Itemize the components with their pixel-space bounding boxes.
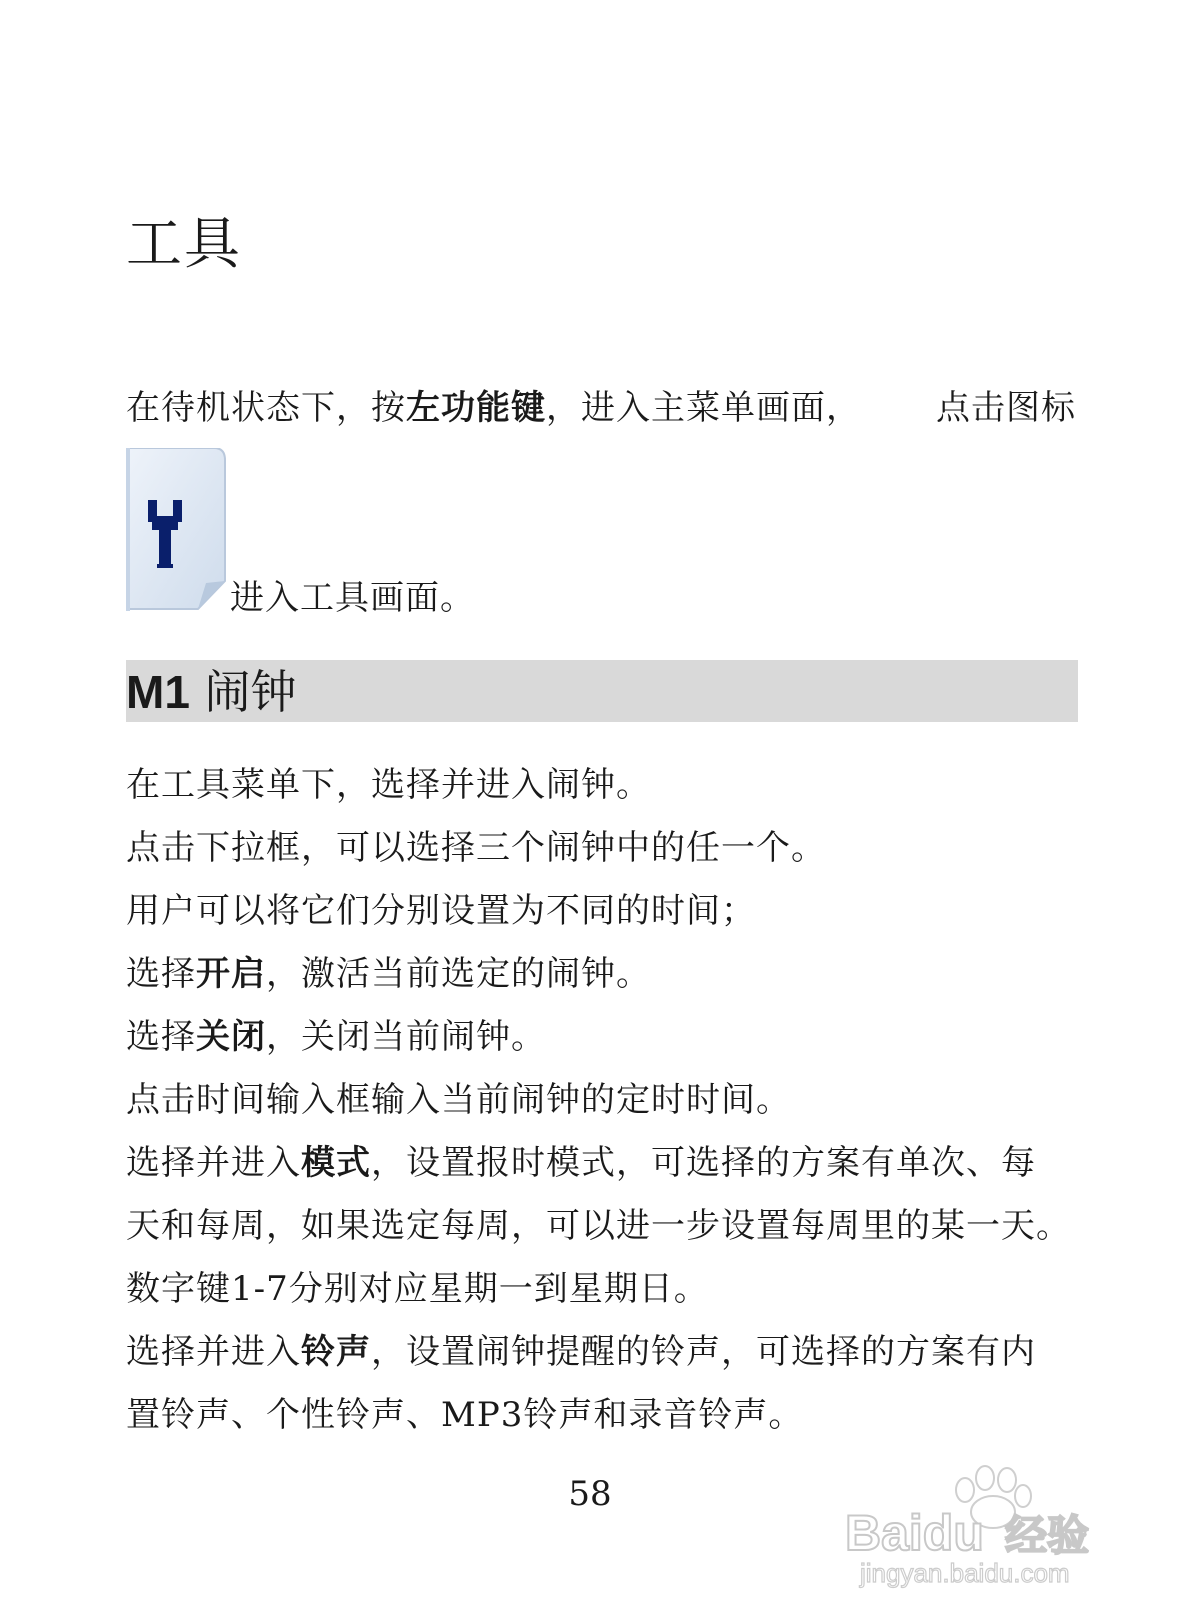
- text-line: [126, 1080, 1078, 1143]
- section-code: M1: [126, 666, 190, 718]
- alarm-description: [126, 765, 1078, 1458]
- text-segment: 选择并进入: [126, 1143, 301, 1183]
- text-segment: 在工具菜单下，选择并进入闹钟。: [126, 765, 651, 805]
- text-segment: 点击下拉框，可以选择三个闹钟中的任一个。: [126, 828, 826, 868]
- section-title: [126, 664, 297, 720]
- emphasis-term: 铃声: [301, 1332, 371, 1372]
- text-segment: ，激活当前选定的闹钟。: [266, 954, 651, 994]
- paw-logo-icon: [845, 1450, 1165, 1590]
- text-line: [126, 828, 1078, 891]
- emphasis-term: 关闭: [196, 1017, 266, 1057]
- section-header: [126, 660, 1078, 722]
- watermark-brand-cn: 经验: [1005, 1512, 1090, 1559]
- text-segment: 数字键1-7分别对应星期一到星期日。: [126, 1269, 709, 1309]
- text-line: [126, 954, 1078, 1017]
- intro-tail: 点击图标: [936, 388, 1076, 428]
- page-title: 工具: [126, 212, 242, 277]
- intro-middle: ，进入主菜单画面，: [546, 388, 861, 428]
- watermark-url: jingyan.baidu.com: [860, 1558, 1070, 1588]
- tools-app-icon: [126, 448, 227, 611]
- intro-prefix: 在待机状态下，按: [126, 388, 406, 428]
- wrench-icon: [126, 448, 227, 611]
- text-segment: 选择: [126, 954, 196, 994]
- text-segment: 选择: [126, 1017, 196, 1057]
- text-line: [126, 1332, 1078, 1395]
- text-line: [126, 1143, 1078, 1206]
- icon-caption: 进入工具画面。: [230, 578, 475, 618]
- text-segment: 选择并进入: [126, 1332, 301, 1372]
- page-number: 58: [568, 1474, 612, 1514]
- text-segment: ，关闭当前闹钟。: [266, 1017, 546, 1057]
- text-line: [126, 891, 1078, 954]
- text-line: [126, 1017, 1078, 1080]
- section-name: 闹钟: [204, 665, 297, 719]
- text-line: [126, 765, 1078, 828]
- text-line: [126, 1206, 1078, 1269]
- intro-key: 左功能键: [406, 388, 546, 428]
- intro-line: [126, 388, 1076, 428]
- text-segment: 天和每周，如果选定每周，可以进一步设置每周里的某一天。: [126, 1206, 1071, 1246]
- emphasis-term: 模式: [301, 1143, 371, 1183]
- text-line: [126, 1395, 1078, 1458]
- text-segment: ，设置闹钟提醒的铃声，可选择的方案有内: [371, 1332, 1036, 1372]
- text-segment: 用户可以将它们分别设置为不同的时间；: [126, 891, 756, 931]
- emphasis-term: 开启: [196, 954, 266, 994]
- text-segment: ，设置报时模式，可选择的方案有单次、每: [371, 1143, 1036, 1183]
- text-line: [126, 1269, 1078, 1332]
- text-segment: 点击时间输入框输入当前闹钟的定时时间。: [126, 1080, 791, 1120]
- watermark-brand: Baidu: [845, 1505, 984, 1561]
- text-segment: 置铃声、个性铃声、MP3铃声和录音铃声。: [126, 1395, 804, 1435]
- baidu-watermark: [845, 1450, 1165, 1590]
